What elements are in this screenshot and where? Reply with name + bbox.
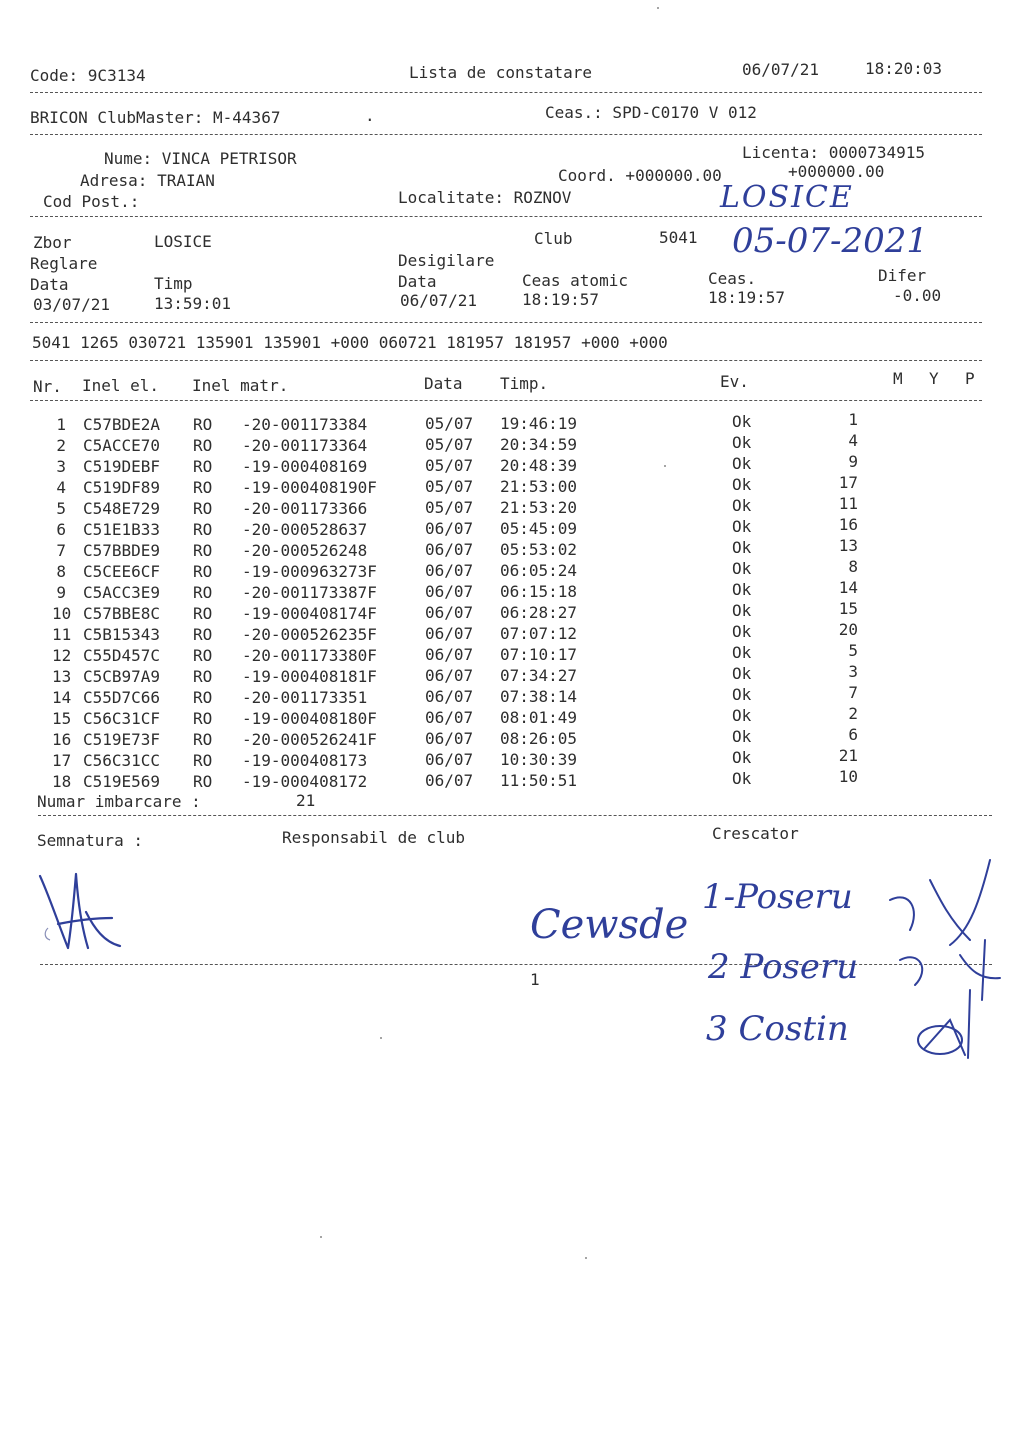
table-row [0, 515, 1024, 542]
row-number: 6 [56, 520, 66, 539]
event-status: Ok [732, 727, 752, 746]
arrival-date: 06/07 [425, 750, 474, 769]
breeder-signature: Cewsde [530, 902, 689, 948]
country: RO [193, 541, 213, 560]
arrival-time: 07:10:17 [500, 645, 578, 664]
electronic-ring: C5CB97A9 [83, 667, 161, 686]
position: 7 [848, 683, 858, 702]
handwritten-initials [870, 860, 1010, 1070]
club-responsible-label: Responsabil de club [282, 828, 466, 847]
ring-number: -20-001173387F [242, 583, 377, 602]
table-row [0, 410, 1024, 437]
event-status: Ok [732, 748, 752, 767]
scan-speck [320, 1236, 322, 1238]
event-status: Ok [732, 580, 752, 599]
embarkation-label: Numar imbarcare : [37, 792, 201, 811]
locality: Localitate: ROZNOV [398, 188, 572, 207]
divider [30, 322, 982, 323]
event-status: Ok [732, 643, 752, 662]
country: RO [193, 562, 213, 581]
arrival-date: 05/07 [425, 498, 474, 517]
club-label: Club [534, 229, 573, 248]
position: 9 [848, 452, 858, 471]
electronic-ring: C5ACCE70 [83, 436, 161, 455]
event-status: Ok [732, 475, 752, 494]
row-number: 14 [52, 688, 72, 707]
atomic-clock-label: Ceas atomic [522, 271, 628, 290]
table-row [0, 452, 1024, 479]
row-number: 5 [56, 499, 66, 518]
electronic-ring: C56C31CF [83, 709, 161, 728]
divider [30, 360, 982, 361]
desigilare-date-label: Data [398, 272, 437, 291]
arrival-date: 06/07 [425, 771, 474, 790]
event-status: Ok [732, 601, 752, 620]
column-date: Data [424, 374, 463, 393]
ring-number: -19-000408174F [242, 604, 377, 623]
row-number: 3 [56, 457, 66, 476]
ring-number: -20-001173380F [242, 646, 377, 665]
table-row [0, 620, 1024, 647]
event-status: Ok [732, 538, 752, 557]
divider [30, 400, 982, 401]
club-responsible-signature [28, 868, 128, 960]
position: 5 [848, 641, 858, 660]
scan-speck [657, 7, 659, 9]
arrival-date: 06/07 [425, 624, 474, 643]
arrival-time: 11:50:51 [500, 771, 578, 790]
country: RO [193, 667, 213, 686]
row-number: 13 [52, 667, 72, 686]
table-row [0, 704, 1024, 731]
arrival-date: 06/07 [425, 603, 474, 622]
desigilare-clock-time: 18:19:57 [708, 288, 786, 307]
country: RO [193, 646, 213, 665]
electronic-ring: C57BDE2A [83, 415, 161, 434]
ring-number: -20-000526241F [242, 730, 377, 749]
ring-number: -19-000408180F [242, 709, 377, 728]
arrival-time: 07:07:12 [500, 624, 578, 643]
row-number: 9 [56, 583, 66, 602]
country: RO [193, 478, 213, 497]
position: 14 [838, 578, 858, 597]
divider [30, 134, 982, 135]
signature-label: Semnatura : [37, 831, 143, 850]
event-status: Ok [732, 769, 752, 788]
electronic-ring: C5B15343 [83, 625, 161, 644]
arrival-time: 06:05:24 [500, 561, 578, 580]
arrival-time: 08:01:49 [500, 708, 578, 727]
arrival-date: 06/07 [425, 729, 474, 748]
ring-number: -20-001173364 [242, 436, 368, 455]
table-row [0, 746, 1024, 773]
table-row [0, 494, 1024, 521]
flight-name: LOSICE [154, 232, 212, 251]
table-row [0, 536, 1024, 563]
arrival-date: 06/07 [425, 708, 474, 727]
table-row [0, 599, 1024, 626]
row-number: 8 [56, 562, 66, 581]
row-number: 1 [56, 415, 66, 434]
arrival-time: 21:53:20 [500, 498, 578, 517]
electronic-ring: C519E569 [83, 772, 161, 791]
reglare-time: 13:59:01 [154, 294, 232, 313]
electronic-ring: C57BBDE9 [83, 541, 161, 560]
event-status: Ok [732, 454, 752, 473]
column-nr: Nr. [33, 377, 62, 396]
electronic-ring: C5CEE6CF [83, 562, 161, 581]
ring-number: -20-001173351 [242, 688, 368, 707]
desigilare-date: 06/07/21 [400, 291, 478, 310]
arrival-time: 10:30:39 [500, 750, 578, 769]
event-status: Ok [732, 496, 752, 515]
arrival-date: 06/07 [425, 645, 474, 664]
country: RO [193, 583, 213, 602]
handwritten-line-2: 2 Poseru [708, 947, 859, 987]
clubmaster-label: BRICON ClubMaster: M-44367 [30, 108, 281, 127]
column-y: Y [929, 369, 939, 388]
difference-label: Difer [878, 266, 927, 285]
row-number: 7 [56, 541, 66, 560]
event-status: Ok [732, 622, 752, 641]
position: 15 [838, 599, 858, 618]
country: RO [193, 772, 213, 791]
country: RO [193, 730, 213, 749]
arrival-time: 06:15:18 [500, 582, 578, 601]
table-row [0, 767, 1024, 794]
electronic-ring: C548E729 [83, 499, 161, 518]
owner-postal-code: Cod Post.: [43, 192, 140, 211]
country: RO [193, 436, 213, 455]
column-time: Timp. [500, 374, 549, 393]
event-status: Ok [732, 559, 752, 578]
row-number: 4 [56, 478, 66, 497]
ring-number: -19-000408169 [242, 457, 368, 476]
position: 4 [848, 431, 858, 450]
table-row [0, 725, 1024, 752]
table-row [0, 473, 1024, 500]
arrival-date: 05/07 [425, 477, 474, 496]
code-line: 5041 1265 030721 135901 135901 +000 060721 181957 181957 +000 +000 [32, 333, 668, 352]
position: 10 [838, 767, 858, 786]
scan-speck [380, 1037, 382, 1039]
position: 3 [848, 662, 858, 681]
table-row [0, 557, 1024, 584]
position: 16 [838, 515, 858, 534]
column-m: M [893, 369, 903, 388]
ring-number: -19-000408181F [242, 667, 377, 686]
breeder-label: Crescator [712, 824, 799, 843]
ring-number: -20-000528637 [242, 520, 368, 539]
embarkation-count: 21 [296, 791, 316, 810]
divider [30, 216, 982, 217]
document-title: Lista de constatare [409, 63, 593, 82]
arrival-date: 06/07 [425, 582, 474, 601]
table-row [0, 431, 1024, 458]
electronic-ring: C51E1B33 [83, 520, 161, 539]
column-p: P [965, 369, 975, 388]
event-status: Ok [732, 412, 752, 431]
row-number: 2 [56, 436, 66, 455]
row-number: 12 [52, 646, 72, 665]
divider [38, 815, 992, 816]
ring-number: -19-000408172 [242, 772, 368, 791]
country: RO [193, 499, 213, 518]
difference-value: -0.00 [893, 286, 942, 305]
scan-speck [664, 465, 666, 467]
ring-number: -19-000963273F [242, 562, 377, 581]
position: 11 [838, 494, 858, 513]
electronic-ring: C55D457C [83, 646, 161, 665]
country: RO [193, 604, 213, 623]
page-number: 1 [530, 970, 540, 989]
country: RO [193, 415, 213, 434]
header-date: 06/07/21 [742, 60, 820, 79]
electronic-ring: C55D7C66 [83, 688, 161, 707]
handwritten-date: 05-07-2021 [732, 221, 929, 261]
column-electronic-ring: Inel el. [82, 376, 160, 395]
handwritten-line-1: 1-Poseru [702, 877, 853, 917]
arrival-date: 05/07 [425, 456, 474, 475]
owner-name: Nume: VINCA PETRISOR [104, 149, 297, 168]
row-number: 15 [52, 709, 72, 728]
arrival-time: 08:26:05 [500, 729, 578, 748]
desigilare-atomic-time: 18:19:57 [522, 290, 600, 309]
arrival-date: 05/07 [425, 414, 474, 433]
reglare-label: Reglare [30, 254, 98, 273]
row-number: 10 [52, 604, 72, 623]
arrival-time: 07:34:27 [500, 666, 578, 685]
event-status: Ok [732, 433, 752, 452]
event-status: Ok [732, 517, 752, 536]
club-number: 5041 [659, 228, 698, 247]
arrival-date: 06/07 [425, 561, 474, 580]
header-time: 18:20:03 [865, 59, 943, 78]
owner-address: Adresa: TRAIAN [80, 171, 215, 190]
handwritten-place: LOSICE [720, 180, 854, 215]
position: 20 [838, 620, 858, 639]
arrival-date: 06/07 [425, 540, 474, 559]
ring-number: -20-000526248 [242, 541, 368, 560]
arrival-date: 05/07 [425, 435, 474, 454]
ring-number: -20-001173366 [242, 499, 368, 518]
table-row [0, 662, 1024, 689]
country: RO [193, 457, 213, 476]
table-row [0, 683, 1024, 710]
electronic-ring: C5ACC3E9 [83, 583, 161, 602]
divider [30, 92, 982, 93]
clock-label: Ceas. [708, 269, 757, 288]
arrival-time: 20:34:59 [500, 435, 578, 454]
code-label: Code: 9C3134 [30, 66, 146, 85]
position: 21 [838, 746, 858, 765]
row-number: 16 [52, 730, 72, 749]
arrival-time: 06:28:27 [500, 603, 578, 622]
ring-number: -20-000526235F [242, 625, 377, 644]
column-event: Ev. [720, 372, 749, 391]
arrival-time: 05:53:02 [500, 540, 578, 559]
clock-id: Ceas.: SPD-C0170 V 012 [545, 103, 757, 122]
event-status: Ok [732, 685, 752, 704]
reglare-date-label: Data [30, 275, 69, 294]
country: RO [193, 688, 213, 707]
electronic-ring: C56C31CC [83, 751, 161, 770]
ring-number: -20-001173384 [242, 415, 368, 434]
position: 1 [848, 410, 858, 429]
desigilare-label: Desigilare [398, 251, 495, 270]
column-ring-number: Inel matr. [192, 376, 289, 395]
position: 6 [848, 725, 858, 744]
event-status: Ok [732, 706, 752, 725]
coordinates-label: Coord. +000000.00 [558, 166, 722, 185]
country: RO [193, 751, 213, 770]
position: 8 [848, 557, 858, 576]
arrival-date: 06/07 [425, 519, 474, 538]
event-status: Ok [732, 664, 752, 683]
coordinates-value: +000000.00 [788, 162, 885, 181]
flight-label: Zbor [33, 233, 72, 252]
row-number: 17 [52, 751, 72, 770]
electronic-ring: C519E73F [83, 730, 161, 749]
row-number: 11 [52, 625, 72, 644]
arrival-time: 21:53:00 [500, 477, 578, 496]
handwritten-line-3: 3 Costin [706, 1009, 849, 1049]
license-number: Licenta: 0000734915 [742, 143, 926, 162]
country: RO [193, 520, 213, 539]
arrival-time: 19:46:19 [500, 414, 578, 433]
arrival-time: 07:38:14 [500, 687, 578, 706]
row-number: 18 [52, 772, 72, 791]
arrival-time: 20:48:39 [500, 456, 578, 475]
position: 2 [848, 704, 858, 723]
country: RO [193, 709, 213, 728]
position: 17 [838, 473, 858, 492]
ring-number: -19-000408173 [242, 751, 368, 770]
electronic-ring: C519DF89 [83, 478, 161, 497]
ring-number: -19-000408190F [242, 478, 377, 497]
reglare-date: 03/07/21 [33, 295, 111, 314]
arrival-date: 06/07 [425, 687, 474, 706]
clubmaster-dot: . [365, 106, 375, 125]
scan-speck [585, 1257, 587, 1259]
table-row [0, 578, 1024, 605]
arrival-time: 05:45:09 [500, 519, 578, 538]
position: 13 [838, 536, 858, 555]
table-row [0, 641, 1024, 668]
arrival-date: 06/07 [425, 666, 474, 685]
country: RO [193, 625, 213, 644]
reglare-time-label: Timp [154, 274, 193, 293]
electronic-ring: C57BBE8C [83, 604, 161, 623]
electronic-ring: C519DEBF [83, 457, 161, 476]
